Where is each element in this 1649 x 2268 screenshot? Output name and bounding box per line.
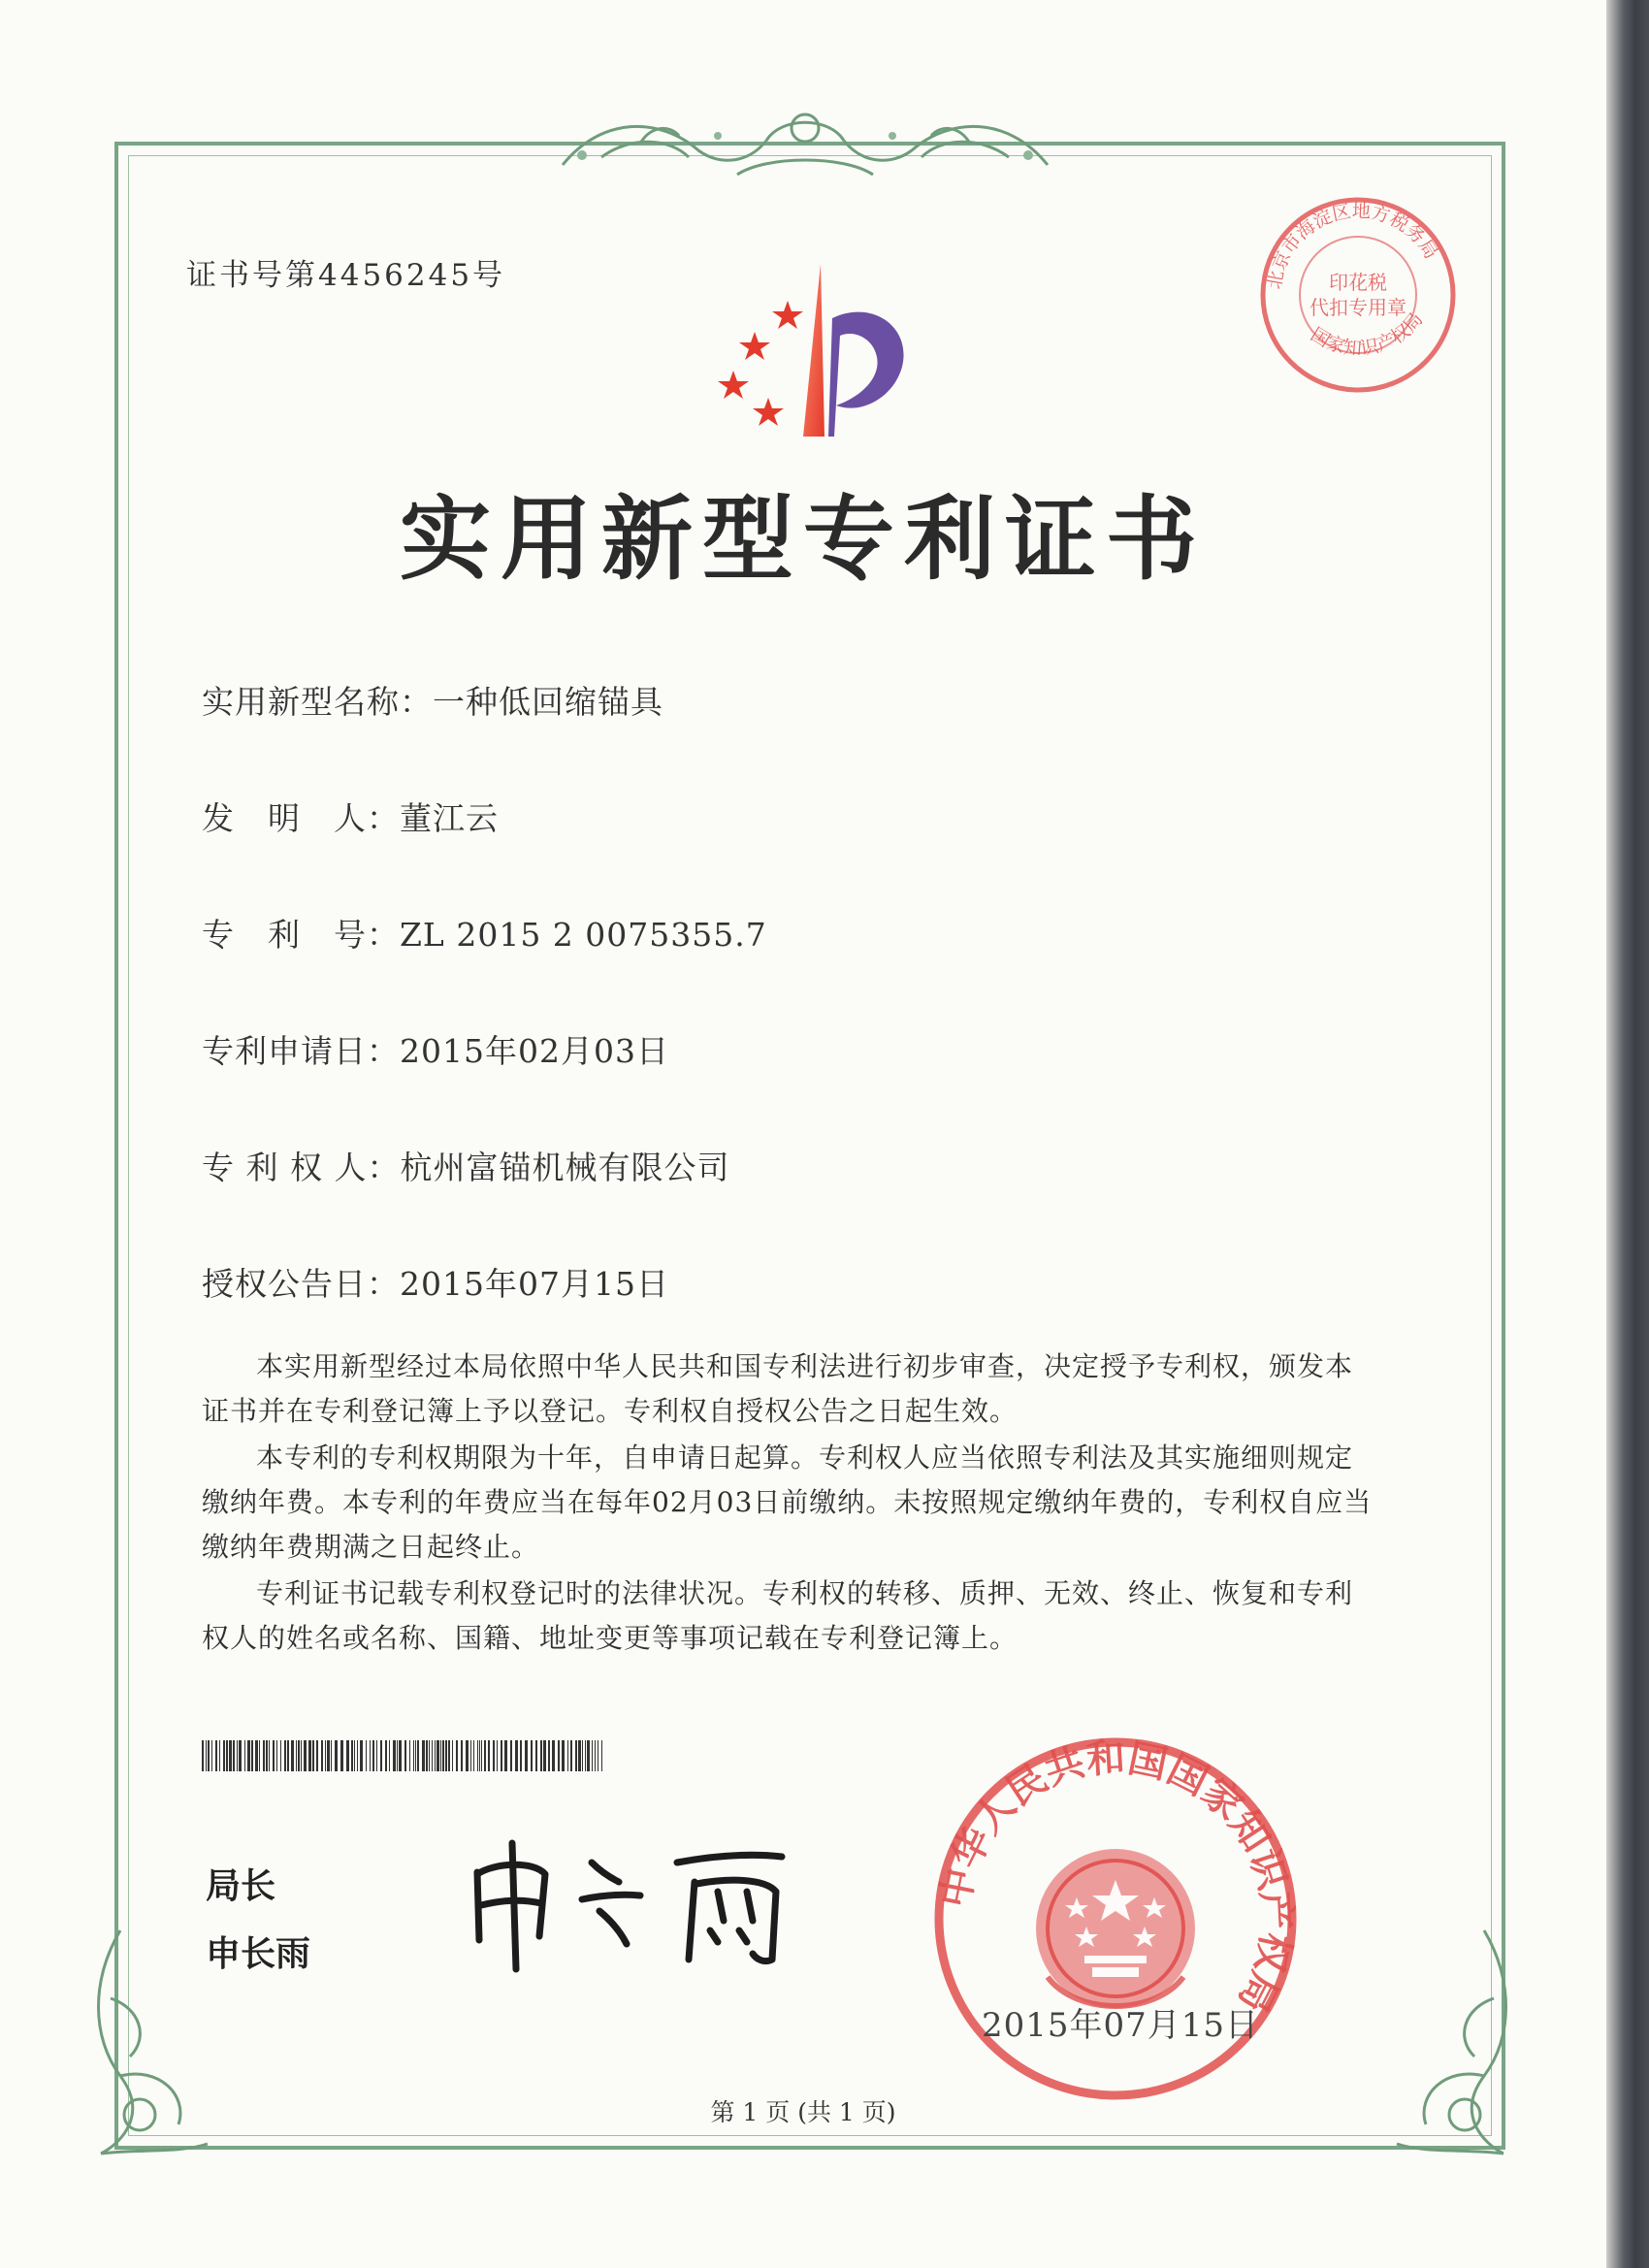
field-patentee bbox=[202, 1143, 729, 1188]
barcode-bar bbox=[393, 1740, 396, 1771]
barcode-bar bbox=[504, 1740, 507, 1771]
barcode-bar bbox=[452, 1740, 453, 1771]
barcode-bar bbox=[422, 1740, 425, 1771]
barcode-bar bbox=[233, 1740, 235, 1771]
barcode-bar bbox=[223, 1740, 225, 1771]
field-label: 发 明 人： bbox=[202, 799, 400, 837]
seal-date: 2015年07月15日 bbox=[982, 2006, 1260, 2045]
barcode-bar bbox=[266, 1740, 268, 1771]
barcode-bar bbox=[497, 1740, 498, 1771]
barcode-bar bbox=[493, 1740, 495, 1771]
barcode-bar bbox=[280, 1740, 281, 1771]
barcode-bar bbox=[372, 1740, 374, 1771]
certificate-number: 证书号第4456245号 bbox=[186, 258, 506, 293]
barcode-bar bbox=[370, 1740, 371, 1771]
director-signature-icon bbox=[456, 1824, 805, 1979]
barcode-bar bbox=[413, 1740, 414, 1771]
barcode-bar bbox=[312, 1740, 314, 1771]
barcode-bar bbox=[440, 1740, 441, 1771]
barcode-bar bbox=[429, 1740, 430, 1771]
barcode-bar bbox=[399, 1740, 402, 1771]
barcode-bar bbox=[562, 1740, 565, 1771]
barcode-bar bbox=[366, 1740, 367, 1771]
barcode-bar bbox=[578, 1740, 581, 1771]
field-value: 一种低回缩锚具 bbox=[433, 683, 663, 721]
barcode-bar bbox=[601, 1740, 602, 1771]
barcode-bar bbox=[376, 1740, 377, 1771]
barcode-bar bbox=[340, 1740, 343, 1771]
barcode-bar bbox=[552, 1740, 555, 1771]
barcode-bar bbox=[360, 1740, 363, 1771]
field-value: 董江云 bbox=[400, 799, 499, 837]
barcode-bar bbox=[346, 1740, 349, 1771]
barcode-bar bbox=[325, 1740, 326, 1771]
barcode-bar bbox=[389, 1740, 390, 1771]
barcode-bar bbox=[481, 1740, 482, 1771]
barcode-bar bbox=[298, 1740, 300, 1771]
barcode-bar bbox=[548, 1740, 550, 1771]
tax-stamp-line1: 印花税 bbox=[1329, 271, 1387, 294]
barcode-bar bbox=[263, 1740, 265, 1771]
certificate-title: 实用新型专利证书 bbox=[399, 486, 1207, 593]
barcode-bar bbox=[206, 1740, 207, 1771]
tax-stamp-seal-icon bbox=[1257, 194, 1459, 396]
paragraph-term-and-fees: 本专利的专利权期限为十年，自申请日起算。专利权人应当依照专利法及其实施细则规定缴纳年费。本专利的年费应当在每年02月03日前缴纳。未按照规定缴纳年费的，专利权自应当缴纳年费期满之日起终止。 bbox=[202, 1442, 1373, 1563]
field-value: 杭州富锚机械有限公司 bbox=[400, 1149, 730, 1186]
barcode-bar bbox=[276, 1740, 277, 1771]
barcode-bar bbox=[247, 1740, 250, 1771]
barcode-bar bbox=[515, 1740, 518, 1771]
barcode-bar bbox=[417, 1740, 419, 1771]
barcode-bar bbox=[456, 1740, 458, 1771]
barcode-bar bbox=[304, 1740, 307, 1771]
barcode-bar bbox=[535, 1740, 537, 1771]
barcode-bar bbox=[531, 1740, 533, 1771]
field-utility-model-name bbox=[202, 677, 663, 723]
barcode-bar bbox=[397, 1740, 398, 1771]
barcode-bar bbox=[540, 1740, 542, 1771]
barcode-bar bbox=[461, 1740, 463, 1771]
barcode-bar bbox=[321, 1740, 323, 1771]
barcode-bar bbox=[510, 1740, 512, 1771]
barcode-bar bbox=[470, 1740, 471, 1771]
barcode-bar bbox=[251, 1740, 253, 1771]
barcode-bar bbox=[219, 1740, 220, 1771]
field-label: 专利申请日： bbox=[202, 1032, 400, 1070]
barcode-bar bbox=[202, 1740, 204, 1771]
barcode-bar bbox=[435, 1740, 436, 1771]
tax-stamp-line2: 代扣专用章 bbox=[1310, 296, 1406, 319]
barcode-bar bbox=[473, 1740, 474, 1771]
barcode-bar bbox=[415, 1740, 416, 1771]
paragraph-grant-statement: 本实用新型经过本局依照中华人民共和国专利法进行初步审查，决定授予专利权，颁发本证书并在专利登记簿上予以登记。专利权自授权公告之日起生效。 bbox=[202, 1350, 1354, 1427]
barcode-bar bbox=[543, 1740, 546, 1771]
page-footer: 第 1 页 (共 1 页) bbox=[710, 2098, 896, 2126]
scan-edge-shadow bbox=[1606, 0, 1649, 2268]
barcode-bar bbox=[445, 1740, 447, 1771]
field-patent-number bbox=[202, 910, 767, 956]
barcode-bar bbox=[404, 1740, 406, 1771]
barcode-bar bbox=[226, 1740, 228, 1771]
barcode-bar bbox=[585, 1740, 586, 1771]
barcode-bar bbox=[211, 1740, 212, 1771]
barcode-bar bbox=[477, 1740, 478, 1771]
barcode-bar bbox=[409, 1740, 410, 1771]
barcode-bar bbox=[287, 1740, 289, 1771]
barcode-bar bbox=[432, 1740, 433, 1771]
field-inventor bbox=[202, 794, 499, 839]
tax-stamp-bottom-text: 国家知识产权局 bbox=[1307, 308, 1428, 360]
barcode-bar bbox=[296, 1740, 297, 1771]
barcode-bar bbox=[308, 1740, 311, 1771]
barcode-bar bbox=[587, 1740, 590, 1771]
field-label: 专 利 号： bbox=[202, 916, 400, 954]
barcode-bar bbox=[255, 1740, 258, 1771]
barcode-bar bbox=[570, 1740, 572, 1771]
barcode-bar bbox=[357, 1740, 358, 1771]
field-label: 专 利 权 人： bbox=[202, 1149, 401, 1186]
barcode-bar bbox=[301, 1740, 302, 1771]
director-title: 局长 bbox=[206, 1866, 276, 1906]
barcode-bar bbox=[291, 1740, 294, 1771]
barcode-bar bbox=[284, 1740, 286, 1771]
barcode-bar bbox=[215, 1740, 217, 1771]
barcode-bar bbox=[351, 1740, 353, 1771]
barcode-bar bbox=[466, 1740, 469, 1771]
barcode-bar bbox=[426, 1740, 428, 1771]
barcode-bar bbox=[244, 1740, 245, 1771]
barcode-bar bbox=[595, 1740, 596, 1771]
barcode-bar bbox=[442, 1740, 444, 1771]
barcode-bar bbox=[558, 1740, 560, 1771]
barcode-bar bbox=[575, 1740, 577, 1771]
barcode-bar bbox=[316, 1740, 318, 1771]
field-label: 实用新型名称： bbox=[202, 683, 433, 721]
barcode-bar bbox=[259, 1740, 260, 1771]
barcode-bar bbox=[448, 1740, 450, 1771]
barcode-bar bbox=[327, 1740, 330, 1771]
barcode-bar bbox=[380, 1740, 382, 1771]
barcode-bar bbox=[229, 1740, 232, 1771]
field-value: 2015年02月03日 bbox=[400, 1032, 669, 1070]
barcode-bar bbox=[331, 1740, 332, 1771]
patent-office-logo-icon bbox=[679, 260, 931, 454]
paragraph-legal-status: 专利证书记载专利权登记时的法律状况。专利权的转移、质押、无效、终止、恢复和专利权人的姓名或名称、国籍、地址变更等事项记载在专利登记簿上。 bbox=[202, 1577, 1354, 1654]
barcode-bar bbox=[335, 1740, 338, 1771]
barcode-icon bbox=[202, 1740, 607, 1771]
barcode-bar bbox=[484, 1740, 486, 1771]
field-label: 授权公告日： bbox=[202, 1265, 400, 1303]
barcode-bar bbox=[488, 1740, 490, 1771]
barcode-bar bbox=[385, 1740, 387, 1771]
seal-ring-text: 中华人民共和国国家知识产权局 bbox=[932, 1735, 1299, 2020]
barcode-bar bbox=[582, 1740, 583, 1771]
barcode-bar bbox=[354, 1740, 355, 1771]
field-value: 2015年07月15日 bbox=[400, 1265, 669, 1303]
barcode-bar bbox=[269, 1740, 270, 1771]
national-ip-office-seal-icon bbox=[931, 1734, 1300, 2103]
barcode-bar bbox=[239, 1740, 242, 1771]
barcode-bar bbox=[520, 1740, 522, 1771]
barcode-bar bbox=[567, 1740, 568, 1771]
barcode-bar bbox=[501, 1740, 502, 1771]
field-application-date bbox=[202, 1026, 669, 1072]
barcode-bar bbox=[592, 1740, 593, 1771]
field-value: ZL 2015 2 0075355.7 bbox=[400, 916, 767, 954]
barcode-bar bbox=[436, 1740, 439, 1771]
tax-stamp-ring-text: 北京市海淀区地方税务局 bbox=[1263, 200, 1442, 291]
barcode-bar bbox=[479, 1740, 480, 1771]
barcode-bar bbox=[273, 1740, 275, 1771]
field-grant-date bbox=[202, 1259, 669, 1305]
barcode-bar bbox=[208, 1740, 210, 1771]
director-name: 申长雨 bbox=[206, 1934, 311, 1974]
barcode-bar bbox=[237, 1740, 238, 1771]
top-ornament-icon bbox=[543, 97, 1067, 190]
barcode-bar bbox=[525, 1740, 528, 1771]
